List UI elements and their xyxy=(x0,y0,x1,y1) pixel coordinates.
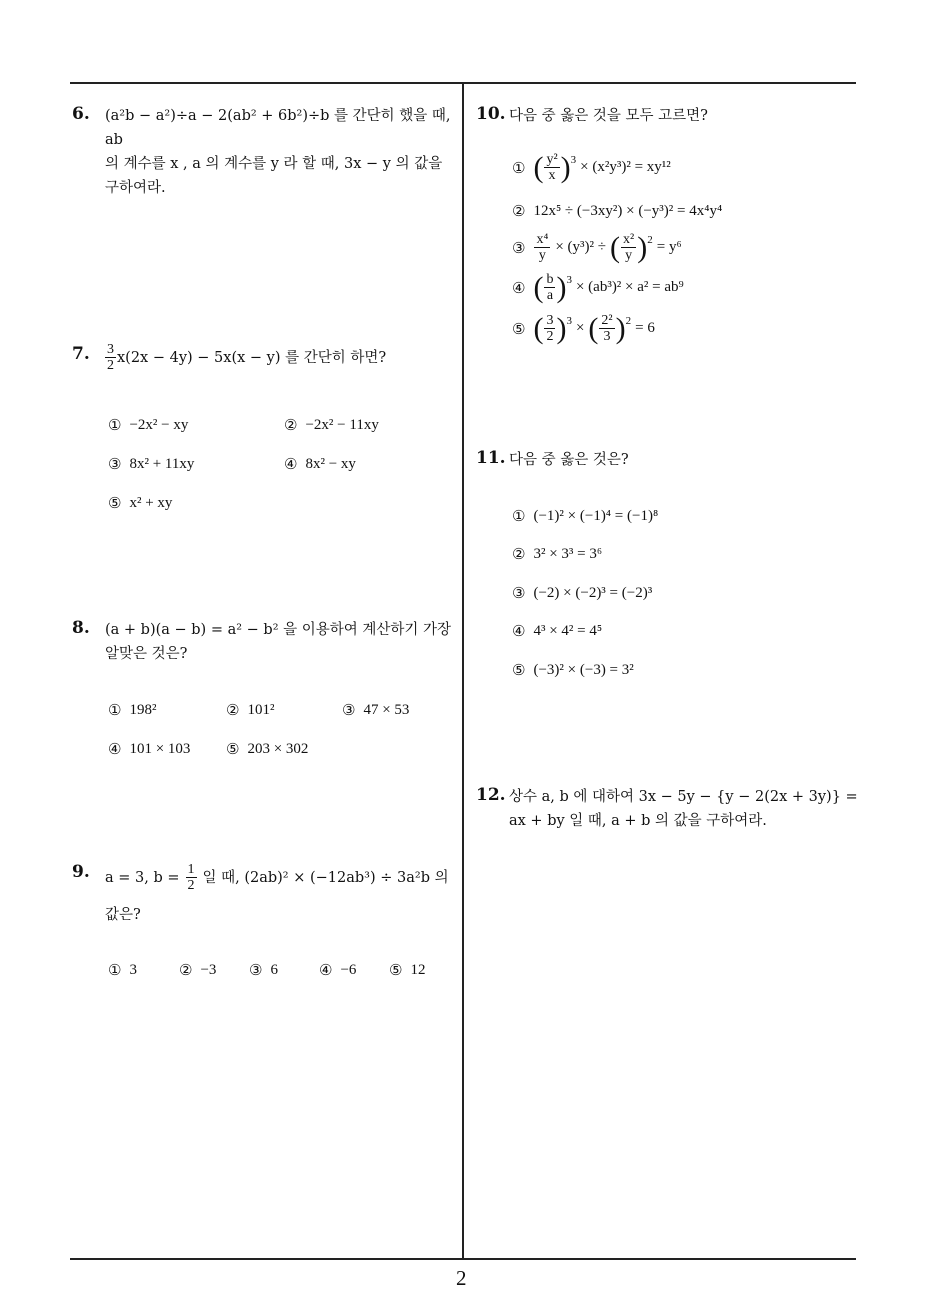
choice-5[interactable] xyxy=(108,494,172,512)
question-line: ax + by 일 때, a + b 의 값을 구하여라. xyxy=(509,813,767,829)
choice-expression: 12 xyxy=(410,961,426,978)
choice-mark: ⑤ xyxy=(512,319,526,338)
choice-mark: ④ xyxy=(512,622,526,640)
fraction: $\frac{\text{x²}}{y}$ xyxy=(623,232,635,263)
question-text xyxy=(509,785,859,833)
choice-expression: = y⁶ xyxy=(656,239,682,255)
choice-mark: ① xyxy=(512,507,526,525)
question-line: 일 때, (2ab)² × (−12ab³) ÷ 3a²b 의 xyxy=(202,869,449,886)
choice-expression: 8x² − xy xyxy=(305,455,356,472)
choice-mark: ③ xyxy=(108,455,122,473)
choice-expression: 101 × 103 xyxy=(129,740,191,757)
choice-mark: ④ xyxy=(284,455,298,473)
choice-mark: ③ xyxy=(249,961,263,979)
question-line: (a²b − a²)÷a − 2(ab² + 6b²)÷b 를 간단히 했을 때, ab xyxy=(105,108,451,148)
choice-mark: ④ xyxy=(512,278,526,297)
fraction: $\frac{\text{2²}}{3}$ xyxy=(601,313,613,344)
choice-expression: −6 xyxy=(340,961,357,978)
question-number: 10. xyxy=(476,104,506,124)
choice-3[interactable] xyxy=(108,455,194,473)
choice-4[interactable] xyxy=(284,455,356,473)
choice-3[interactable] xyxy=(342,701,409,719)
fraction: $\frac{3}{2}$ xyxy=(546,313,554,344)
choice-expression: x² + xy xyxy=(129,494,173,511)
choice-mark: ② xyxy=(179,961,193,979)
page-number: 2 xyxy=(456,1266,467,1290)
choice-5[interactable] xyxy=(512,661,634,679)
choice-5[interactable]: ⑤ ( $\frac{3}{2}$ ) $^3$ × ( $\frac{\text{2²}}{3}$ ) $^2$ = 6 xyxy=(512,311,655,345)
choice-expression: 8x² + 11xy xyxy=(129,455,195,472)
choice-expression: −3 xyxy=(200,961,217,978)
question-text: 다음 중 옳은 것은? xyxy=(509,452,629,468)
choice-expression: (−1)² × (−1)⁴ = (−1)⁸ xyxy=(533,507,659,524)
choice-5[interactable] xyxy=(389,961,425,979)
choice-expression: (−3)² × (−3) = 3² xyxy=(533,661,634,678)
choice-expression: (−2) × (−2)³ = (−2)³ xyxy=(533,584,653,601)
question-line: 구하여라. xyxy=(105,180,166,196)
fraction: $\frac{\text{x⁴}}{y}$ xyxy=(536,232,549,263)
choice-expression: × (ab³)² × a² = ab⁹ xyxy=(575,279,684,295)
choice-expression: 3² × 3³ = 3⁶ xyxy=(533,545,603,562)
choice-mark: ① xyxy=(512,158,526,177)
question-number: 6. xyxy=(72,104,90,124)
choice-mark: ④ xyxy=(319,961,333,979)
choice-4[interactable]: ④ ( $\frac{b}{a}$ ) $^3$ × (ab³)² × a² = ab⁹ xyxy=(512,270,684,304)
choice-4[interactable] xyxy=(108,740,190,758)
question-line: (a + b)(a − b) = a² − b² 을 이용하여 계산하기 가장 xyxy=(105,622,452,638)
choice-2[interactable] xyxy=(179,961,216,979)
fraction: $\frac{3}{2}$ xyxy=(107,342,114,373)
choice-expression: = 6 xyxy=(635,320,655,336)
question-line: 상수 a, b 에 대하여 3x − 5y − {y − 2(2x + 3y)} = xyxy=(509,789,858,805)
choice-5[interactable] xyxy=(226,740,308,758)
choice-mark: ③ xyxy=(342,701,356,719)
choice-mark: ④ xyxy=(108,740,122,758)
choice-mark: ⑤ xyxy=(226,740,240,758)
choice-mark: ② xyxy=(226,701,240,719)
choice-mark: ① xyxy=(108,701,122,719)
choice-expression: 4³ × 4² = 4⁵ xyxy=(533,622,603,639)
choice-expression: × (y³)² ÷ xyxy=(555,239,607,255)
choice-mark: ① xyxy=(108,961,122,979)
choice-mark: ② xyxy=(284,416,298,434)
fraction: $\frac{1}{2}$ xyxy=(187,862,195,893)
choice-expression: × (x²y³)² = xy¹² xyxy=(580,159,671,175)
question-text xyxy=(104,342,386,373)
choice-mark: ③ xyxy=(512,238,526,257)
fraction: $\frac{b}{a}$ xyxy=(546,272,554,303)
choice-1[interactable] xyxy=(108,701,156,719)
question-text xyxy=(105,862,457,893)
choice-3[interactable]: ③ $\frac{\text{x⁴}}{y}$ × (y³)² ÷ ( $\frac{\text{x²}}{y}$ ) $^2$ = y⁶ xyxy=(512,230,682,264)
question-text: 다음 중 옳은 것을 모두 고르면? xyxy=(509,108,708,124)
question-line: 의 계수를 x , a 의 계수를 y 라 할 때, 3x − y 의 값을 xyxy=(105,156,443,172)
choice-4[interactable] xyxy=(319,961,356,979)
choice-1[interactable] xyxy=(108,961,137,979)
bottom-rule xyxy=(70,1258,856,1260)
question-number: 8. xyxy=(72,618,90,638)
question-line: x(2x − 4y) − 5x(x − y) 를 간단히 하면? xyxy=(117,349,387,366)
choice-mark: ② xyxy=(512,545,526,563)
choice-expression: × xyxy=(575,320,585,336)
choice-mark: ① xyxy=(108,416,122,434)
choice-3[interactable] xyxy=(512,584,652,602)
choice-1[interactable] xyxy=(512,507,658,525)
choice-mark: ② xyxy=(512,202,526,220)
fraction: $\frac{\text{y²}}{x}$ xyxy=(546,152,558,183)
question-number: 12. xyxy=(476,785,506,805)
choice-expression: 198² xyxy=(129,701,157,718)
choice-expression: −2x² − xy xyxy=(129,416,189,433)
choice-mark: ⑤ xyxy=(108,494,122,512)
choice-2[interactable] xyxy=(284,416,379,434)
question-text-line2: 값은? xyxy=(105,907,141,923)
choice-expression: 12x⁵ ÷ (−3xy²) × (−y³)² = 4x⁴y⁴ xyxy=(533,202,723,219)
question-number: 7. xyxy=(72,344,90,364)
question-line: 알맞은 것은? xyxy=(105,646,188,662)
choice-expression: 203 × 302 xyxy=(247,740,309,757)
question-number: 9. xyxy=(72,862,90,882)
choice-expression: 6 xyxy=(270,961,278,978)
choice-1[interactable] xyxy=(108,416,188,434)
choice-2[interactable] xyxy=(512,545,602,563)
choice-expression: 47 × 53 xyxy=(363,701,410,718)
question-text xyxy=(105,618,457,666)
choice-mark: ③ xyxy=(512,584,526,602)
choice-mark: ⑤ xyxy=(512,661,526,679)
choice-mark: ⑤ xyxy=(389,961,403,979)
choice-3[interactable] xyxy=(249,961,278,979)
column-divider xyxy=(462,82,464,1259)
choice-expression: 101² xyxy=(247,701,275,718)
choice-2[interactable] xyxy=(226,701,274,719)
choice-2[interactable] xyxy=(512,202,722,220)
choice-1[interactable]: ① ( $\frac{\text{y²}}{x}$ ) $^3$ × (x²y³)² = xy¹² xyxy=(512,150,671,184)
choice-expression: −2x² − 11xy xyxy=(305,416,379,433)
choice-4[interactable] xyxy=(512,622,602,640)
question-line: a = 3, b = xyxy=(105,869,180,886)
question-text xyxy=(105,104,457,200)
choice-expression: 3 xyxy=(129,961,137,978)
question-number: 11. xyxy=(476,448,506,468)
